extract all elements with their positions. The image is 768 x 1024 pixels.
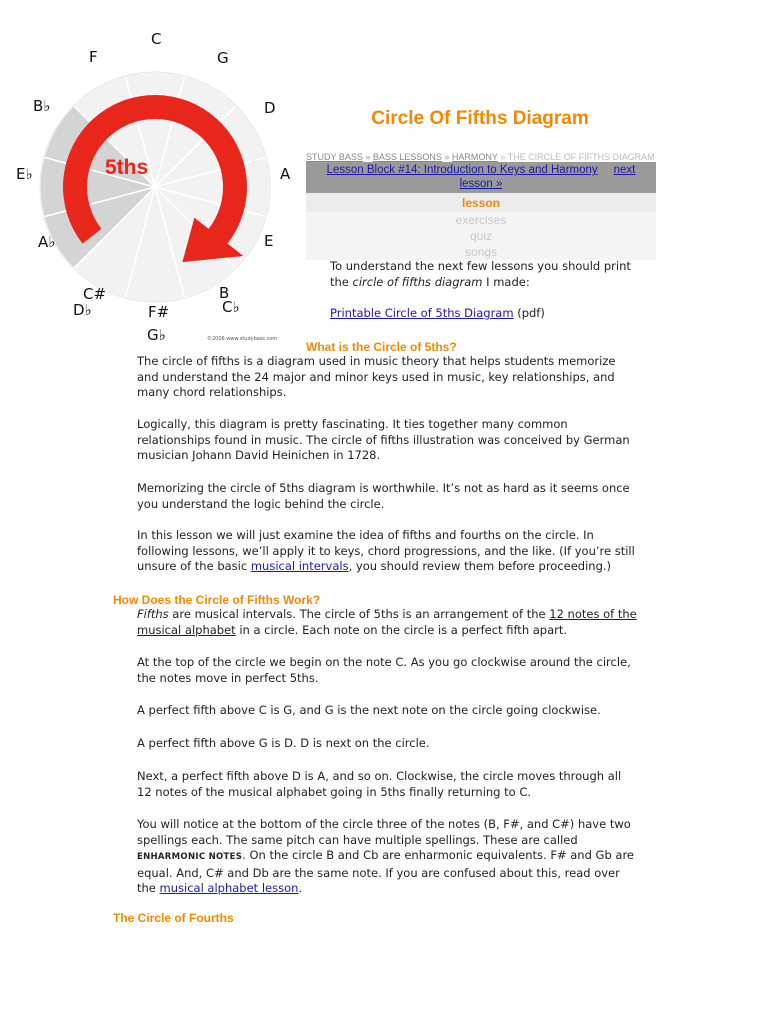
note-e-flat: E♭ xyxy=(16,165,33,183)
note-e: E xyxy=(264,232,274,250)
note-a: A xyxy=(280,165,291,183)
paragraph-text: In this lesson we will just examine the idea of fifths and fourths on the circle. In following lessons, we’ll apply it to keys, chord progressions, and the like. (If you’re still unsure of the basic xyxy=(137,528,635,573)
musical-alphabet-notes-text: 12 notes of the musical alphabet xyxy=(137,607,637,637)
note-b: B xyxy=(219,284,230,302)
intro-text-span: the xyxy=(330,274,353,289)
note-d-flat: D♭ xyxy=(73,301,92,319)
paragraph-2: Logically, this diagram is pretty fascinating. It ties together many common relationships found in music. The circle of fifths illustration was conceived by German musician Johann David Heinichen in 1728. xyxy=(137,417,630,462)
intro-emphasis: circle of fifths diagram xyxy=(352,274,483,289)
breadcrumb-current: » THE CIRCLE OF FIFTHS DIAGRAM xyxy=(497,152,655,162)
breadcrumb-harmony[interactable]: HARMONY xyxy=(451,152,498,162)
paragraph-6: At the top of the circle we begin on the note C. As you go clockwise around the circle, the notes move in perfect 5ths. xyxy=(137,655,631,685)
enharmonic-notes-term: ENHARMONIC NOTES xyxy=(137,852,243,862)
breadcrumb xyxy=(306,152,655,162)
lesson-nav xyxy=(306,162,656,260)
page-title: Circle Of Fifths Diagram xyxy=(371,108,589,129)
breadcrumb-separator: » xyxy=(362,152,373,162)
printable-line xyxy=(330,306,545,322)
tab-quiz[interactable]: quiz xyxy=(469,229,492,243)
intro-text xyxy=(330,259,650,290)
breadcrumb-bass-lessons[interactable]: BASS LESSONS xyxy=(372,152,442,162)
heading-circle-of-fourths: The Circle of Fourths xyxy=(113,911,234,925)
tab-exercises[interactable]: exercises xyxy=(455,213,507,227)
musical-intervals-link[interactable]: musical intervals xyxy=(250,559,349,573)
paragraph-text: are musical intervals. The circle of 5ths is an arrangement of the xyxy=(168,607,550,621)
lesson-block-link[interactable]: Lesson Block #14: Introduction to Keys and Harmony xyxy=(326,164,598,176)
heading-what-is: What is the Circle of 5ths? xyxy=(306,340,457,354)
paragraph-text: , you should review them before proceeding.) xyxy=(348,559,612,573)
note-g-flat: G♭ xyxy=(147,326,166,344)
breadcrumb-separator: » xyxy=(441,152,452,162)
paragraph-9: Next, a perfect fifth above D is A, and so on. Clockwise, the circle moves through all 12 notes of the musical alphabet going in 5ths finally returning to C. xyxy=(137,769,622,799)
printable-diagram-link[interactable]: Printable Circle of 5ths Diagram xyxy=(330,306,514,320)
note-a-flat: A♭ xyxy=(38,233,56,251)
tab-songs[interactable]: songs xyxy=(464,245,498,259)
fifths-emphasis: Fifths xyxy=(137,607,169,621)
paragraph-8: A perfect fifth above G is D. D is next on the circle. xyxy=(137,736,430,750)
note-g: G xyxy=(217,49,229,67)
paragraph-3: Memorizing the circle of 5ths diagram is worthwhile. It’s not as hard as it seems once you understand the logic behind the circle. xyxy=(137,481,630,511)
note-f: F xyxy=(89,48,98,66)
breadcrumb-study-bass[interactable]: STUDY BASS xyxy=(306,152,363,162)
paragraph-text: in a circle. Each note on the circle is a perfect fifth apart. xyxy=(235,622,568,637)
lesson-nav-bar xyxy=(306,162,656,193)
printable-suffix: (pdf) xyxy=(513,306,545,320)
paragraph-text: . On the circle B and Cb are enharmonic equivalents. F# and Gb are equal. And, C# and Db are the same note. If you are confused about this, read over the xyxy=(137,848,635,895)
circle-of-fifths-diagram xyxy=(0,22,310,347)
paragraph-7: A perfect fifth above C is G, and G is the next note on the circle going clockwise. xyxy=(137,703,601,717)
diagram-copyright: ©2006 www.studybass.com xyxy=(207,336,278,342)
paragraph-text: You will notice at the bottom of the circle three of the notes (B, F#, and C#) have two spellings each. The same pitch can have multiple spellings. These are called xyxy=(137,817,631,847)
note-b-flat: B♭ xyxy=(33,97,51,115)
next-lesson-link[interactable]: next lesson » xyxy=(459,164,636,190)
note-c-flat: C♭ xyxy=(222,298,240,316)
note-d: D xyxy=(264,99,276,117)
paragraph-10 xyxy=(137,817,637,897)
musical-alphabet-lesson-link[interactable]: musical alphabet lesson xyxy=(159,881,299,895)
intro-text-span: I made: xyxy=(482,274,530,289)
heading-how-does: How Does the Circle of Fifths Work? xyxy=(113,593,321,607)
note-f-sharp: F# xyxy=(148,303,170,321)
paragraph-1: The circle of fifths is a diagram used in music theory that helps students memorize and understand the 24 major and minor keys used in music, key relationships, and many chord relationships. xyxy=(137,354,616,399)
nav-separator: : : xyxy=(597,164,614,176)
intro-line-2 xyxy=(330,275,650,291)
intro-line-1: To understand the next few lessons you should print xyxy=(330,259,631,273)
lesson-subnav xyxy=(306,212,656,260)
paragraph-4 xyxy=(137,528,637,575)
arrow-label: 5ths xyxy=(105,156,149,179)
note-c: C xyxy=(151,30,162,48)
paragraph-5 xyxy=(137,607,637,638)
note-c-sharp: C# xyxy=(83,285,107,303)
tab-lesson[interactable]: lesson xyxy=(306,193,656,212)
paragraph-text: . xyxy=(298,881,303,895)
